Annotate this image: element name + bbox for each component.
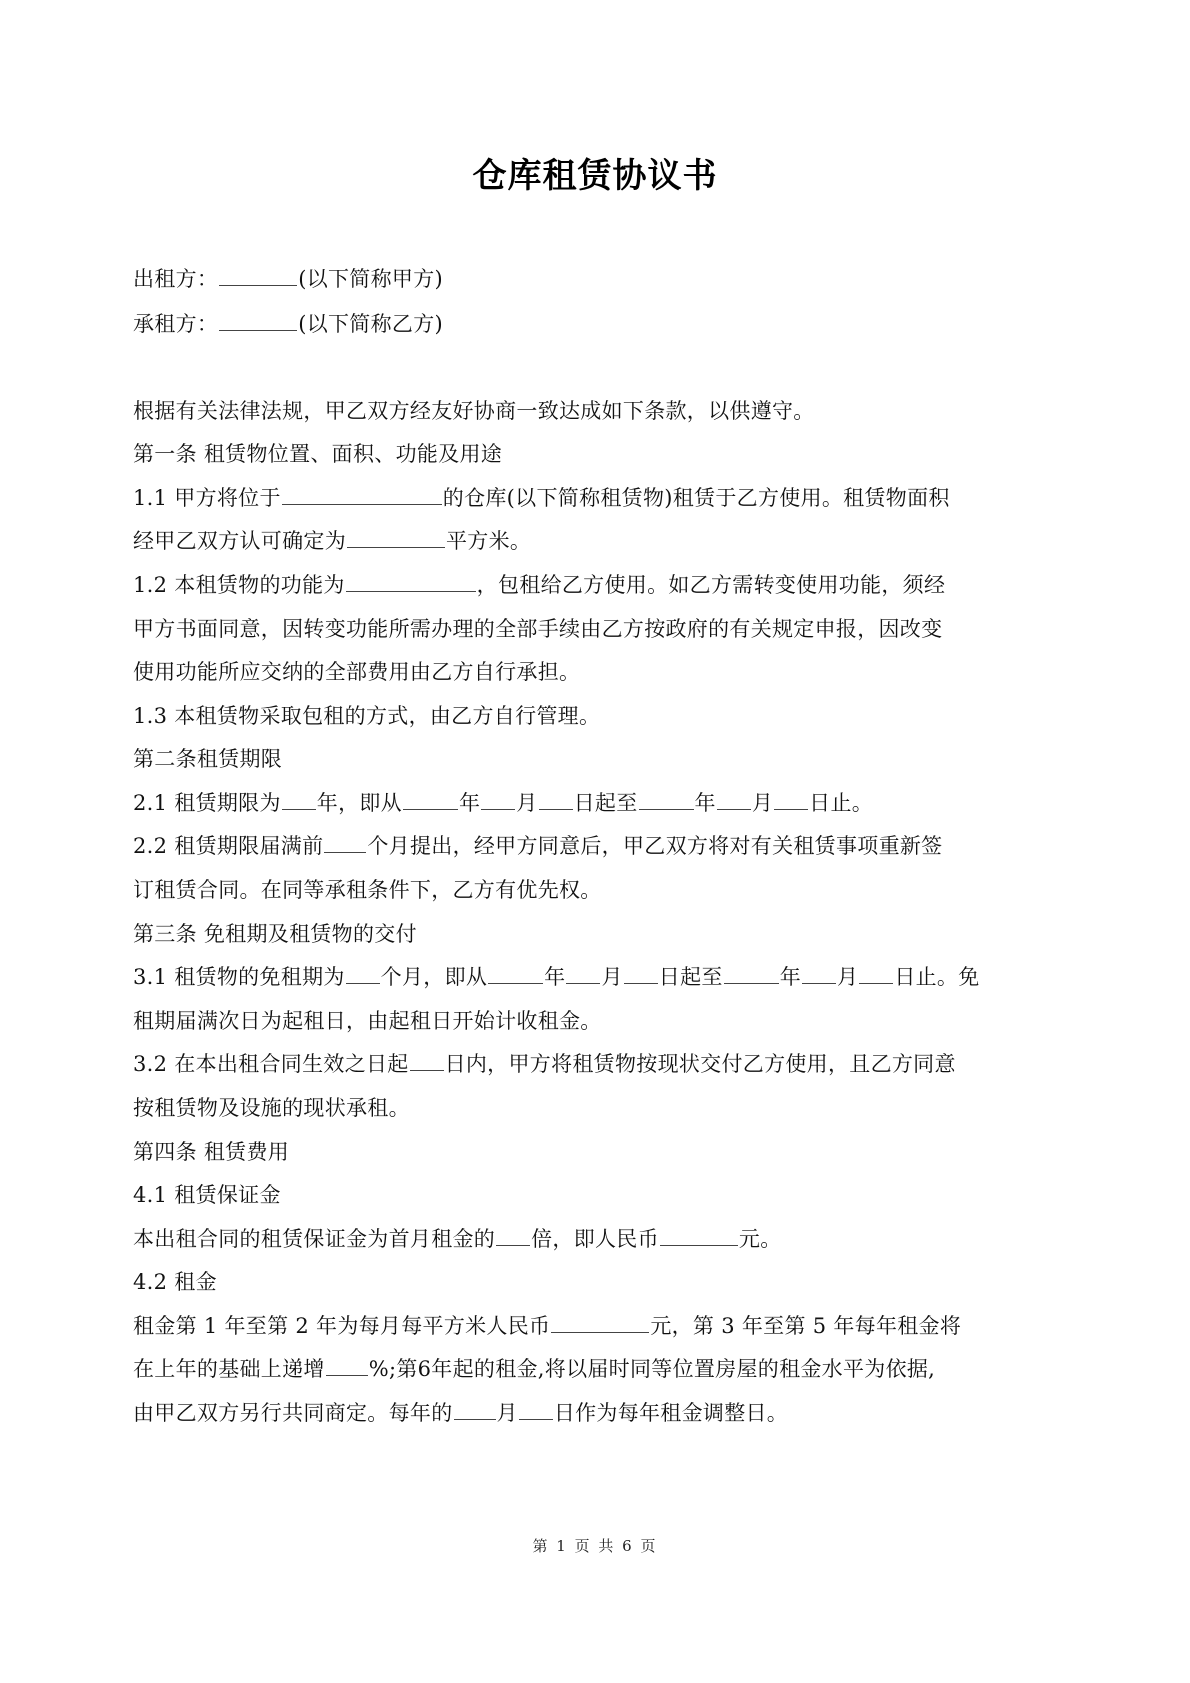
fill-in-blank xyxy=(774,789,808,810)
line-text: 的仓库(以下简称租赁物)租赁于乙方使用。租赁物面积 xyxy=(442,486,950,510)
fill-in-blank xyxy=(346,571,476,592)
paragraph-line xyxy=(133,658,1063,686)
paragraph-line xyxy=(133,615,1063,643)
fill-in-blank xyxy=(410,1050,444,1071)
line-text: 承租方： xyxy=(133,312,219,336)
line-text: 经甲乙双方认可确定为 xyxy=(133,529,346,553)
line-text: 订租赁合同。在同等承租条件下，乙方有优先权。 xyxy=(133,878,602,902)
fill-in-blank xyxy=(859,963,893,984)
line-text: 1.3 本租赁物采取包租的方式，由乙方自行管理。 xyxy=(133,704,601,728)
fill-in-blank xyxy=(324,832,366,853)
line-text: 1.2 本租赁物的功能为 xyxy=(133,573,345,597)
paragraph-line xyxy=(133,1181,1063,1209)
fill-in-blank xyxy=(639,789,694,810)
line-text: 第四条 租赁费用 xyxy=(133,1140,290,1164)
paragraph-line xyxy=(133,789,1063,817)
document-title: 仓库租赁协议书 xyxy=(472,156,718,196)
paragraph-line xyxy=(133,1225,1063,1253)
line-text: 第三条 免租期及租赁物的交付 xyxy=(133,922,417,946)
paragraph-line xyxy=(133,1138,1063,1166)
paragraph-line xyxy=(133,310,1063,338)
fill-in-blank xyxy=(481,789,515,810)
line-text: %;第6年起的租金,将以届时同等位置房屋的租金水平为依据, xyxy=(368,1357,936,1381)
line-text: 租期届满次日为起租日，由起租日开始计收租金。 xyxy=(133,1009,602,1033)
fill-in-blank xyxy=(282,789,316,810)
fill-in-blank xyxy=(519,1399,553,1420)
line-text: 根据有关法律法规，甲乙双方经友好协商一致达成如下条款，以供遵守。 xyxy=(133,399,815,423)
line-text: (以下简称乙方) xyxy=(298,312,443,336)
line-text: 租金第 1 年至第 2 年为每月每平方米人民币 xyxy=(133,1314,551,1338)
line-text: 按租赁物及设施的现状承租。 xyxy=(133,1096,410,1120)
line-text: 4.2 租金 xyxy=(133,1270,217,1294)
line-text: ，包租给乙方使用。如乙方需转变使用功能，须经 xyxy=(476,573,946,597)
paragraph-line xyxy=(133,397,1063,425)
line-text: 月 xyxy=(837,965,859,989)
line-text: 月 xyxy=(496,1401,518,1425)
line-text: 第二条租赁期限 xyxy=(133,747,283,771)
paragraph-line xyxy=(133,702,1063,730)
line-text: 个月，即从 xyxy=(380,965,488,989)
line-text: 甲方书面同意，因转变功能所需办理的全部手续由乙方按政府的有关规定申报，因改变 xyxy=(133,617,943,641)
line-text: 日内，甲方将租赁物按现状交付乙方使用，且乙方同意 xyxy=(444,1052,956,1076)
fill-in-blank xyxy=(347,527,445,548)
line-text: (以下简称甲方) xyxy=(298,267,443,291)
fill-in-blank xyxy=(539,789,573,810)
line-text: 2.2 租赁期限届满前 xyxy=(133,834,324,858)
fill-in-blank xyxy=(660,1225,738,1246)
line-text: 年 xyxy=(694,791,716,815)
line-text: 2.1 租赁期限为 xyxy=(133,791,281,815)
paragraph-line xyxy=(133,1399,1063,1427)
fill-in-blank xyxy=(717,789,751,810)
line-text: 月 xyxy=(516,791,538,815)
line-text: 日作为每年租金调整日。 xyxy=(553,1401,789,1425)
fill-in-blank xyxy=(802,963,836,984)
line-text: 3.2 在本出租合同生效之日起 xyxy=(133,1052,409,1076)
line-text: 第一条 租赁物位置、面积、功能及用途 xyxy=(133,442,503,466)
fill-in-blank xyxy=(488,963,543,984)
paragraph-line xyxy=(133,832,1063,860)
line-text: 使用功能所应交纳的全部费用由乙方自行承担。 xyxy=(133,660,581,684)
line-text: 倍，即人民币 xyxy=(531,1227,659,1251)
paragraph-line xyxy=(133,1355,1063,1383)
line-text: 在上年的基础上递增 xyxy=(133,1357,325,1381)
paragraph-line xyxy=(133,265,1063,293)
paragraph-line xyxy=(133,1094,1063,1122)
line-text: 日止。免 xyxy=(894,965,980,989)
line-text: 4.1 租赁保证金 xyxy=(133,1183,281,1207)
line-text: 出租方： xyxy=(133,267,219,291)
paragraph-line xyxy=(133,920,1063,948)
paragraph-line xyxy=(133,745,1063,773)
line-text: 日起至 xyxy=(658,965,723,989)
fill-in-blank xyxy=(724,963,779,984)
line-text: 本出租合同的租赁保证金为首月租金的 xyxy=(133,1227,496,1251)
line-text: 年 xyxy=(458,791,481,815)
paragraph-line xyxy=(133,571,1063,599)
fill-in-blank xyxy=(219,310,297,331)
paragraph-line xyxy=(133,1312,1063,1340)
line-text: 日起至 xyxy=(573,791,638,815)
page-footer: 第 1 页 共 6 页 xyxy=(532,1537,658,1555)
paragraph-line xyxy=(133,963,1063,991)
fill-in-blank xyxy=(403,789,458,810)
paragraph-line xyxy=(133,876,1063,904)
fill-in-blank xyxy=(282,484,442,505)
paragraph-line xyxy=(133,1268,1063,1296)
fill-in-blank xyxy=(566,963,600,984)
line-text: 1.1 甲方将位于 xyxy=(133,486,281,510)
line-text: 由甲乙双方另行共同商定。每年的 xyxy=(133,1401,453,1425)
fill-in-blank xyxy=(551,1312,649,1333)
paragraph-line xyxy=(133,440,1063,468)
fill-in-blank xyxy=(454,1399,496,1420)
line-text: 元。 xyxy=(738,1227,782,1251)
fill-in-blank xyxy=(346,963,380,984)
paragraph-line xyxy=(133,484,1063,512)
fill-in-blank xyxy=(496,1225,530,1246)
line-text: 月 xyxy=(751,791,774,815)
paragraph-line xyxy=(133,527,1063,555)
line-text: 月 xyxy=(601,965,623,989)
paragraph-line xyxy=(133,1007,1063,1035)
fill-in-blank xyxy=(624,963,658,984)
line-text: 年 xyxy=(544,965,566,989)
line-text: 3.1 租赁物的免租期为 xyxy=(133,965,345,989)
line-text: 平方米。 xyxy=(446,529,532,553)
line-text: 年 xyxy=(779,965,802,989)
paragraph-line xyxy=(133,1050,1063,1078)
line-text: 元，第 3 年至第 5 年每年租金将 xyxy=(650,1314,962,1338)
line-text: 年，即从 xyxy=(316,791,402,815)
fill-in-blank xyxy=(219,265,297,286)
line-text: 日止。 xyxy=(809,791,874,815)
line-text: 个月提出，经甲方同意后，甲乙双方将对有关租赁事项重新签 xyxy=(367,834,943,858)
fill-in-blank xyxy=(326,1355,368,1376)
